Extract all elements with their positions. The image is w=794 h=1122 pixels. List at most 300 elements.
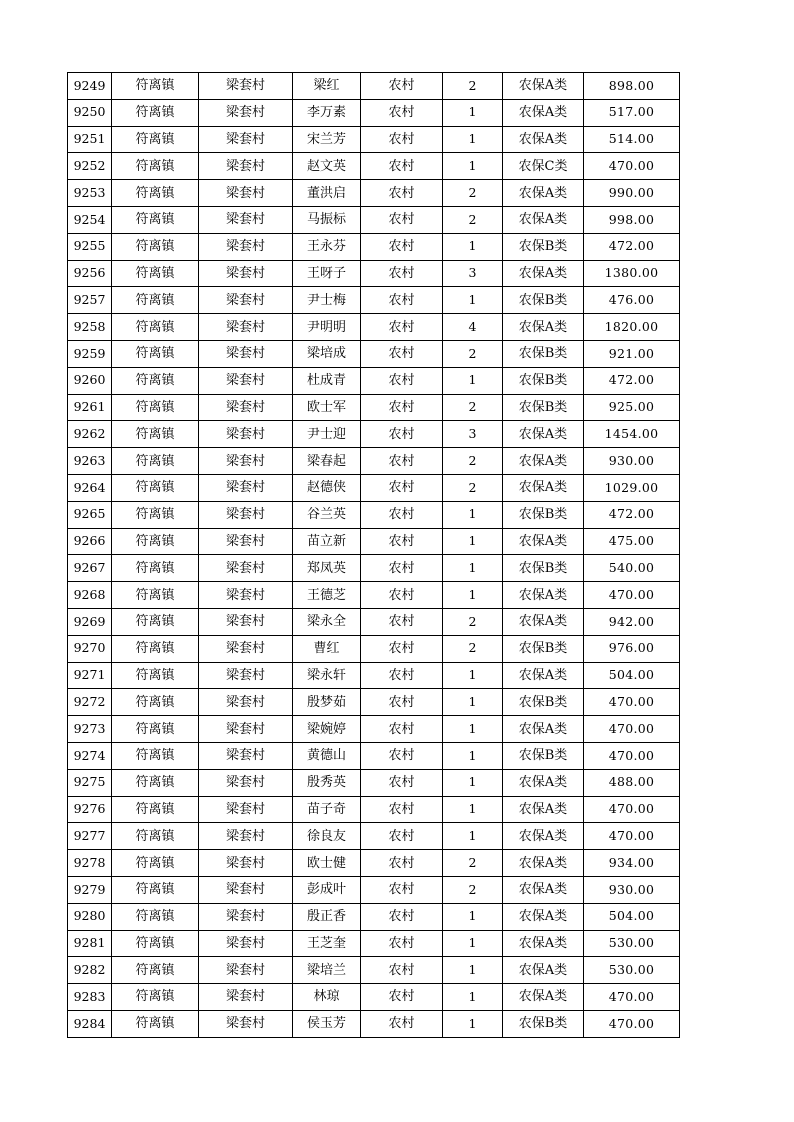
cell-village: 梁套村: [199, 73, 293, 100]
cell-id: 9253: [68, 180, 112, 207]
cell-village: 梁套村: [199, 448, 293, 475]
cell-id: 9259: [68, 340, 112, 367]
cell-person-count: 1: [443, 1010, 503, 1037]
cell-town: 符离镇: [112, 394, 199, 421]
cell-village: 梁套村: [199, 716, 293, 743]
cell-town: 符离镇: [112, 314, 199, 341]
cell-town: 符离镇: [112, 421, 199, 448]
cell-category: 农保B类: [503, 555, 584, 582]
cell-amount: 504.00: [584, 662, 680, 689]
cell-amount: 470.00: [584, 796, 680, 823]
table-row: [68, 608, 680, 635]
cell-household-type: 农村: [361, 689, 443, 716]
cell-village: 梁套村: [199, 769, 293, 796]
cell-village: 梁套村: [199, 206, 293, 233]
cell-village: 梁套村: [199, 930, 293, 957]
cell-household-type: 农村: [361, 850, 443, 877]
table-row: [68, 635, 680, 662]
cell-name: 李万素: [293, 99, 361, 126]
cell-amount: 470.00: [584, 153, 680, 180]
cell-person-count: 1: [443, 769, 503, 796]
cell-id: 9272: [68, 689, 112, 716]
cell-village: 梁套村: [199, 876, 293, 903]
beneficiary-table: [67, 72, 680, 1038]
cell-person-count: 2: [443, 448, 503, 475]
cell-village: 梁套村: [199, 99, 293, 126]
cell-household-type: 农村: [361, 769, 443, 796]
cell-name: 赵德侠: [293, 474, 361, 501]
table-row: [68, 555, 680, 582]
cell-name: 郑凤英: [293, 555, 361, 582]
cell-village: 梁套村: [199, 823, 293, 850]
cell-person-count: 1: [443, 823, 503, 850]
cell-village: 梁套村: [199, 421, 293, 448]
cell-village: 梁套村: [199, 180, 293, 207]
cell-village: 梁套村: [199, 555, 293, 582]
cell-id: 9251: [68, 126, 112, 153]
cell-person-count: 1: [443, 501, 503, 528]
cell-name: 梁培成: [293, 340, 361, 367]
cell-village: 梁套村: [199, 126, 293, 153]
cell-category: 农保A类: [503, 448, 584, 475]
cell-town: 符离镇: [112, 233, 199, 260]
cell-household-type: 农村: [361, 742, 443, 769]
table-row: [68, 340, 680, 367]
cell-village: 梁套村: [199, 340, 293, 367]
cell-category: 农保A类: [503, 662, 584, 689]
cell-category: 农保A类: [503, 850, 584, 877]
cell-category: 农保A类: [503, 769, 584, 796]
cell-id: 9249: [68, 73, 112, 100]
cell-town: 符离镇: [112, 501, 199, 528]
cell-name: 尹明明: [293, 314, 361, 341]
cell-household-type: 农村: [361, 340, 443, 367]
cell-household-type: 农村: [361, 314, 443, 341]
cell-person-count: 2: [443, 474, 503, 501]
cell-person-count: 1: [443, 662, 503, 689]
cell-amount: 514.00: [584, 126, 680, 153]
cell-name: 梁红: [293, 73, 361, 100]
cell-name: 梁培兰: [293, 957, 361, 984]
cell-amount: 470.00: [584, 716, 680, 743]
cell-person-count: 2: [443, 206, 503, 233]
cell-household-type: 农村: [361, 394, 443, 421]
cell-town: 符离镇: [112, 153, 199, 180]
cell-id: 9262: [68, 421, 112, 448]
cell-person-count: 2: [443, 850, 503, 877]
cell-person-count: 1: [443, 796, 503, 823]
cell-town: 符离镇: [112, 340, 199, 367]
cell-person-count: 2: [443, 180, 503, 207]
cell-name: 黄德山: [293, 742, 361, 769]
cell-name: 赵文英: [293, 153, 361, 180]
cell-village: 梁套村: [199, 796, 293, 823]
table-body: [68, 73, 680, 1038]
cell-id: 9270: [68, 635, 112, 662]
cell-amount: 898.00: [584, 73, 680, 100]
cell-household-type: 农村: [361, 876, 443, 903]
cell-id: 9267: [68, 555, 112, 582]
cell-person-count: 3: [443, 260, 503, 287]
cell-id: 9252: [68, 153, 112, 180]
table-row: [68, 769, 680, 796]
cell-village: 梁套村: [199, 367, 293, 394]
cell-town: 符离镇: [112, 448, 199, 475]
cell-id: 9266: [68, 528, 112, 555]
cell-name: 殷梦茹: [293, 689, 361, 716]
cell-amount: 504.00: [584, 903, 680, 930]
cell-name: 谷兰英: [293, 501, 361, 528]
cell-amount: 934.00: [584, 850, 680, 877]
cell-amount: 930.00: [584, 448, 680, 475]
cell-name: 曹红: [293, 635, 361, 662]
cell-id: 9265: [68, 501, 112, 528]
cell-household-type: 农村: [361, 635, 443, 662]
table-row: [68, 984, 680, 1011]
cell-category: 农保A类: [503, 984, 584, 1011]
cell-person-count: 2: [443, 608, 503, 635]
cell-category: 农保B类: [503, 340, 584, 367]
cell-id: 9275: [68, 769, 112, 796]
table-row: [68, 153, 680, 180]
cell-household-type: 农村: [361, 73, 443, 100]
table-row: [68, 876, 680, 903]
table-row: [68, 367, 680, 394]
cell-amount: 470.00: [584, 1010, 680, 1037]
cell-id: 9273: [68, 716, 112, 743]
cell-household-type: 农村: [361, 206, 443, 233]
cell-id: 9268: [68, 582, 112, 609]
table-row: [68, 448, 680, 475]
cell-village: 梁套村: [199, 314, 293, 341]
cell-amount: 470.00: [584, 582, 680, 609]
cell-person-count: 1: [443, 689, 503, 716]
table-row: [68, 287, 680, 314]
cell-household-type: 农村: [361, 153, 443, 180]
cell-village: 梁套村: [199, 635, 293, 662]
cell-person-count: 1: [443, 528, 503, 555]
cell-amount: 517.00: [584, 99, 680, 126]
cell-person-count: 1: [443, 903, 503, 930]
cell-village: 梁套村: [199, 1010, 293, 1037]
cell-household-type: 农村: [361, 662, 443, 689]
cell-amount: 1029.00: [584, 474, 680, 501]
cell-village: 梁套村: [199, 233, 293, 260]
cell-id: 9263: [68, 448, 112, 475]
cell-name: 殷秀英: [293, 769, 361, 796]
cell-town: 符离镇: [112, 1010, 199, 1037]
cell-id: 9256: [68, 260, 112, 287]
cell-id: 9261: [68, 394, 112, 421]
cell-town: 符离镇: [112, 180, 199, 207]
cell-village: 梁套村: [199, 474, 293, 501]
cell-id: 9284: [68, 1010, 112, 1037]
cell-household-type: 农村: [361, 233, 443, 260]
cell-category: 农保B类: [503, 394, 584, 421]
cell-village: 梁套村: [199, 287, 293, 314]
cell-person-count: 2: [443, 635, 503, 662]
cell-person-count: 1: [443, 930, 503, 957]
table-row: [68, 314, 680, 341]
cell-category: 农保C类: [503, 153, 584, 180]
cell-town: 符离镇: [112, 367, 199, 394]
table-row: [68, 126, 680, 153]
cell-village: 梁套村: [199, 501, 293, 528]
cell-id: 9264: [68, 474, 112, 501]
cell-person-count: 2: [443, 876, 503, 903]
table-row: [68, 903, 680, 930]
cell-amount: 942.00: [584, 608, 680, 635]
cell-name: 苗子奇: [293, 796, 361, 823]
cell-category: 农保B类: [503, 1010, 584, 1037]
cell-category: 农保A类: [503, 716, 584, 743]
cell-town: 符离镇: [112, 796, 199, 823]
cell-town: 符离镇: [112, 716, 199, 743]
table-row: [68, 233, 680, 260]
cell-category: 农保B类: [503, 635, 584, 662]
cell-category: 农保A类: [503, 126, 584, 153]
cell-household-type: 农村: [361, 716, 443, 743]
cell-category: 农保B类: [503, 689, 584, 716]
cell-amount: 472.00: [584, 233, 680, 260]
cell-id: 9257: [68, 287, 112, 314]
cell-town: 符离镇: [112, 689, 199, 716]
cell-name: 苗立新: [293, 528, 361, 555]
cell-category: 农保A类: [503, 206, 584, 233]
cell-id: 9276: [68, 796, 112, 823]
cell-id: 9271: [68, 662, 112, 689]
table-row: [68, 1010, 680, 1037]
cell-village: 梁套村: [199, 394, 293, 421]
table-row: [68, 99, 680, 126]
cell-household-type: 农村: [361, 984, 443, 1011]
cell-id: 9278: [68, 850, 112, 877]
table-row: [68, 421, 680, 448]
cell-name: 董洪启: [293, 180, 361, 207]
cell-town: 符离镇: [112, 662, 199, 689]
cell-name: 梁春起: [293, 448, 361, 475]
cell-name: 杜成青: [293, 367, 361, 394]
cell-town: 符离镇: [112, 260, 199, 287]
cell-household-type: 农村: [361, 1010, 443, 1037]
cell-name: 王呀子: [293, 260, 361, 287]
cell-amount: 472.00: [584, 367, 680, 394]
table-row: [68, 689, 680, 716]
cell-id: 9279: [68, 876, 112, 903]
cell-name: 王永芬: [293, 233, 361, 260]
table-row: [68, 823, 680, 850]
cell-category: 农保A类: [503, 528, 584, 555]
cell-village: 梁套村: [199, 984, 293, 1011]
cell-name: 宋兰芳: [293, 126, 361, 153]
table-row: [68, 930, 680, 957]
cell-name: 欧士健: [293, 850, 361, 877]
cell-category: 农保A类: [503, 180, 584, 207]
cell-town: 符离镇: [112, 742, 199, 769]
cell-person-count: 1: [443, 126, 503, 153]
cell-person-count: 1: [443, 287, 503, 314]
cell-category: 农保A类: [503, 582, 584, 609]
table-row: [68, 73, 680, 100]
cell-name: 欧士军: [293, 394, 361, 421]
cell-amount: 475.00: [584, 528, 680, 555]
cell-person-count: 1: [443, 716, 503, 743]
cell-category: 农保A类: [503, 421, 584, 448]
cell-category: 农保A类: [503, 903, 584, 930]
cell-amount: 470.00: [584, 823, 680, 850]
table-row: [68, 180, 680, 207]
cell-name: 尹士迎: [293, 421, 361, 448]
cell-name: 彭成叶: [293, 876, 361, 903]
cell-town: 符离镇: [112, 850, 199, 877]
cell-amount: 930.00: [584, 876, 680, 903]
cell-person-count: 2: [443, 73, 503, 100]
cell-amount: 540.00: [584, 555, 680, 582]
cell-amount: 925.00: [584, 394, 680, 421]
cell-category: 农保A类: [503, 99, 584, 126]
cell-person-count: 1: [443, 742, 503, 769]
cell-household-type: 农村: [361, 903, 443, 930]
cell-person-count: 1: [443, 233, 503, 260]
cell-name: 尹士梅: [293, 287, 361, 314]
cell-category: 农保A类: [503, 260, 584, 287]
cell-name: 梁永轩: [293, 662, 361, 689]
table-row: [68, 742, 680, 769]
cell-amount: 1454.00: [584, 421, 680, 448]
cell-village: 梁套村: [199, 903, 293, 930]
cell-town: 符离镇: [112, 876, 199, 903]
cell-household-type: 农村: [361, 99, 443, 126]
cell-name: 王芝奎: [293, 930, 361, 957]
cell-name: 殷正香: [293, 903, 361, 930]
cell-town: 符离镇: [112, 984, 199, 1011]
cell-name: 徐良友: [293, 823, 361, 850]
cell-category: 农保A类: [503, 876, 584, 903]
cell-town: 符离镇: [112, 903, 199, 930]
cell-household-type: 农村: [361, 421, 443, 448]
cell-village: 梁套村: [199, 850, 293, 877]
cell-category: 农保A类: [503, 73, 584, 100]
cell-town: 符离镇: [112, 957, 199, 984]
cell-category: 农保A类: [503, 796, 584, 823]
cell-category: 农保A类: [503, 608, 584, 635]
cell-household-type: 农村: [361, 796, 443, 823]
cell-person-count: 1: [443, 153, 503, 180]
cell-name: 侯玉芳: [293, 1010, 361, 1037]
cell-village: 梁套村: [199, 582, 293, 609]
cell-town: 符离镇: [112, 930, 199, 957]
cell-name: 林琼: [293, 984, 361, 1011]
cell-household-type: 农村: [361, 555, 443, 582]
cell-person-count: 1: [443, 582, 503, 609]
table-row: [68, 850, 680, 877]
cell-town: 符离镇: [112, 555, 199, 582]
cell-town: 符离镇: [112, 287, 199, 314]
cell-category: 农保B类: [503, 742, 584, 769]
cell-household-type: 农村: [361, 448, 443, 475]
cell-category: 农保A类: [503, 474, 584, 501]
cell-village: 梁套村: [199, 742, 293, 769]
cell-amount: 998.00: [584, 206, 680, 233]
table-row: [68, 474, 680, 501]
cell-name: 王德芝: [293, 582, 361, 609]
cell-town: 符离镇: [112, 608, 199, 635]
cell-household-type: 农村: [361, 823, 443, 850]
cell-town: 符离镇: [112, 582, 199, 609]
cell-id: 9260: [68, 367, 112, 394]
table-row: [68, 662, 680, 689]
cell-person-count: 1: [443, 957, 503, 984]
cell-village: 梁套村: [199, 689, 293, 716]
table-row: [68, 957, 680, 984]
cell-town: 符离镇: [112, 206, 199, 233]
cell-id: 9255: [68, 233, 112, 260]
table-row: [68, 528, 680, 555]
cell-amount: 990.00: [584, 180, 680, 207]
cell-amount: 1820.00: [584, 314, 680, 341]
cell-amount: 470.00: [584, 689, 680, 716]
cell-household-type: 农村: [361, 126, 443, 153]
table-row: [68, 501, 680, 528]
cell-category: 农保A类: [503, 957, 584, 984]
cell-amount: 470.00: [584, 984, 680, 1011]
cell-town: 符离镇: [112, 474, 199, 501]
cell-household-type: 农村: [361, 501, 443, 528]
cell-id: 9283: [68, 984, 112, 1011]
cell-village: 梁套村: [199, 662, 293, 689]
cell-id: 9269: [68, 608, 112, 635]
cell-person-count: 3: [443, 421, 503, 448]
cell-category: 农保B类: [503, 367, 584, 394]
cell-amount: 921.00: [584, 340, 680, 367]
cell-name: 梁永全: [293, 608, 361, 635]
cell-village: 梁套村: [199, 153, 293, 180]
cell-town: 符离镇: [112, 769, 199, 796]
cell-id: 9282: [68, 957, 112, 984]
cell-town: 符离镇: [112, 99, 199, 126]
cell-person-count: 1: [443, 984, 503, 1011]
cell-amount: 472.00: [584, 501, 680, 528]
cell-id: 9277: [68, 823, 112, 850]
cell-name: 马振标: [293, 206, 361, 233]
cell-name: 梁婉婷: [293, 716, 361, 743]
cell-amount: 530.00: [584, 930, 680, 957]
cell-town: 符离镇: [112, 635, 199, 662]
cell-category: 农保B类: [503, 501, 584, 528]
cell-amount: 470.00: [584, 742, 680, 769]
cell-person-count: 2: [443, 340, 503, 367]
cell-person-count: 2: [443, 394, 503, 421]
cell-household-type: 农村: [361, 582, 443, 609]
table-row: [68, 206, 680, 233]
table-row: [68, 394, 680, 421]
table-row: [68, 716, 680, 743]
cell-household-type: 农村: [361, 930, 443, 957]
cell-id: 9280: [68, 903, 112, 930]
cell-village: 梁套村: [199, 608, 293, 635]
cell-village: 梁套村: [199, 528, 293, 555]
cell-id: 9254: [68, 206, 112, 233]
cell-person-count: 1: [443, 99, 503, 126]
cell-household-type: 农村: [361, 367, 443, 394]
cell-person-count: 1: [443, 367, 503, 394]
cell-amount: 476.00: [584, 287, 680, 314]
cell-category: 农保B类: [503, 233, 584, 260]
table-row: [68, 582, 680, 609]
cell-town: 符离镇: [112, 73, 199, 100]
cell-household-type: 农村: [361, 474, 443, 501]
table-row: [68, 796, 680, 823]
